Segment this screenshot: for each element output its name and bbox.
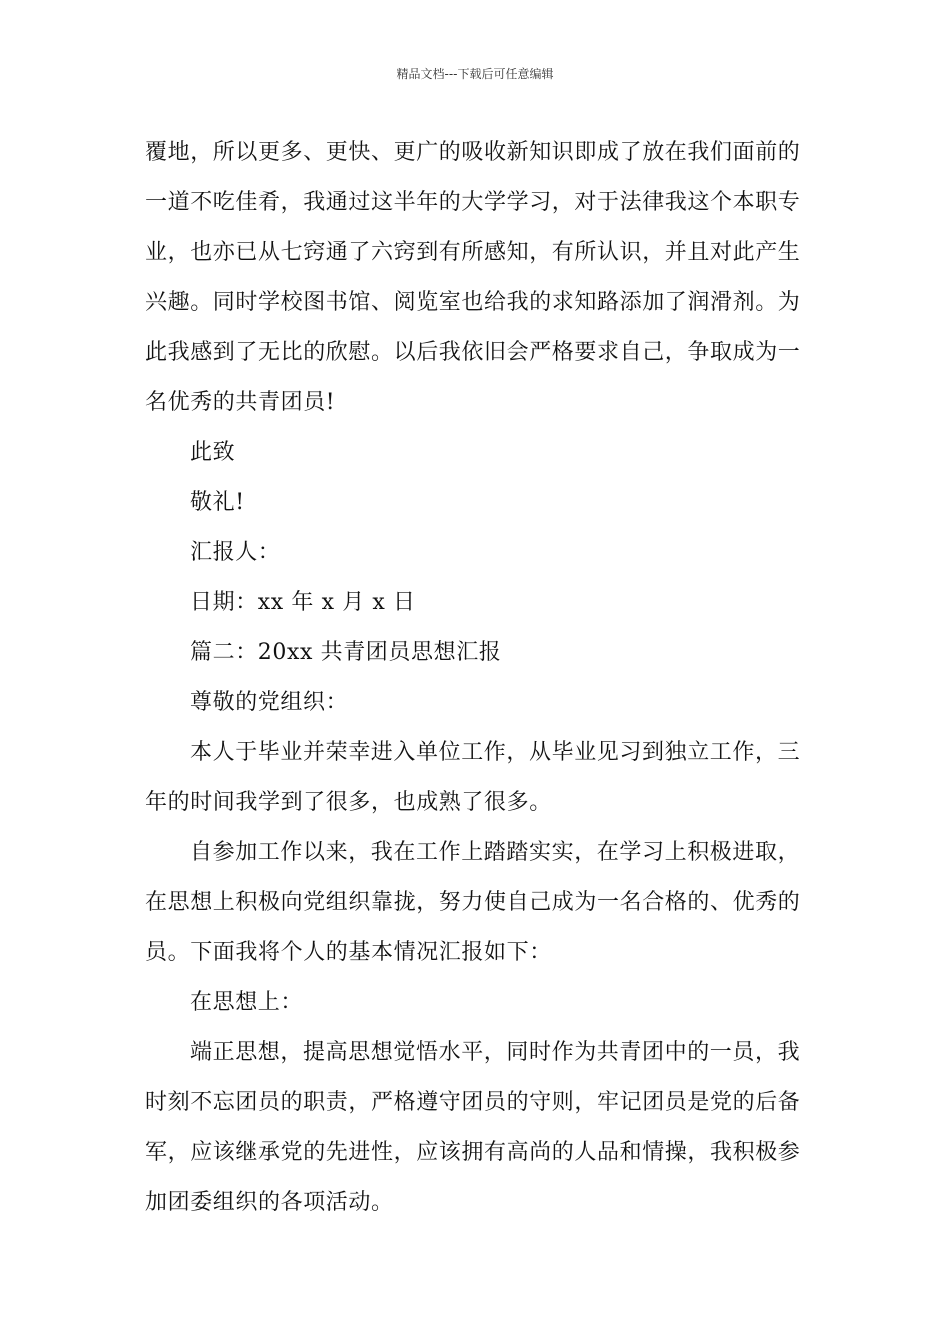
page-header: 精品文档---下载后可任意编辑 xyxy=(396,67,554,81)
paragraph-line: 加团委组织的各项活动。 xyxy=(145,1190,394,1215)
paragraph-line: 覆地，所以更多、更快、更广的吸收新知识即成了放在我们面前的 xyxy=(145,140,801,165)
salutation-line: 此致 xyxy=(190,440,236,465)
date-line: 日期：xx 年 x 月 x 日 xyxy=(190,590,416,615)
paragraph-line: 业，也亦已从七窍通了六窍到有所感知，有所认识，并且对此产生 xyxy=(145,240,801,265)
reporter-line: 汇报人： xyxy=(190,540,281,565)
section-heading: 篇二：20xx 共青团员思想汇报 xyxy=(190,640,502,665)
paragraph-line: 本人于毕业并荣幸进入单位工作，从毕业见习到独立工作，三 xyxy=(190,740,801,765)
paragraph-line: 时刻不忘团员的职责，严格遵守团员的守则，牢记团员是党的后备 xyxy=(145,1090,801,1115)
paragraph-line: 名优秀的共青团员! xyxy=(145,390,336,415)
greeting-line: 尊敬的党组织： xyxy=(190,690,349,715)
paragraph-line: 兴趣。同时学校图书馆、阅览室也给我的求知路添加了润滑剂。为 xyxy=(145,290,801,315)
subheading-line: 在思想上： xyxy=(190,990,304,1015)
paragraph-line: 员。下面我将个人的基本情况汇报如下： xyxy=(145,940,552,965)
paragraph-line: 军，应该继承党的先进性，应该拥有高尚的人品和情操，我积极参 xyxy=(145,1140,801,1165)
document-body xyxy=(145,128,807,1228)
paragraph-line: 此我感到了无比的欣慰。以后我依旧会严格要求自己，争取成为一 xyxy=(145,340,801,365)
paragraph-line: 在思想上积极向党组织靠拢，努力使自己成为一名合格的、优秀的 xyxy=(145,890,801,915)
salutation-line: 敬礼! xyxy=(190,490,245,515)
paragraph-line: 自参加工作以来，我在工作上踏踏实实，在学习上积极进取， xyxy=(190,840,801,865)
paragraph-line: 年的时间我学到了很多，也成熟了很多。 xyxy=(145,790,552,815)
paragraph-line: 端正思想，提高思想觉悟水平，同时作为共青团中的一员，我 xyxy=(190,1040,801,1065)
paragraph-line: 一道不吃佳肴，我通过这半年的大学学习，对于法律我这个本职专 xyxy=(145,190,801,215)
